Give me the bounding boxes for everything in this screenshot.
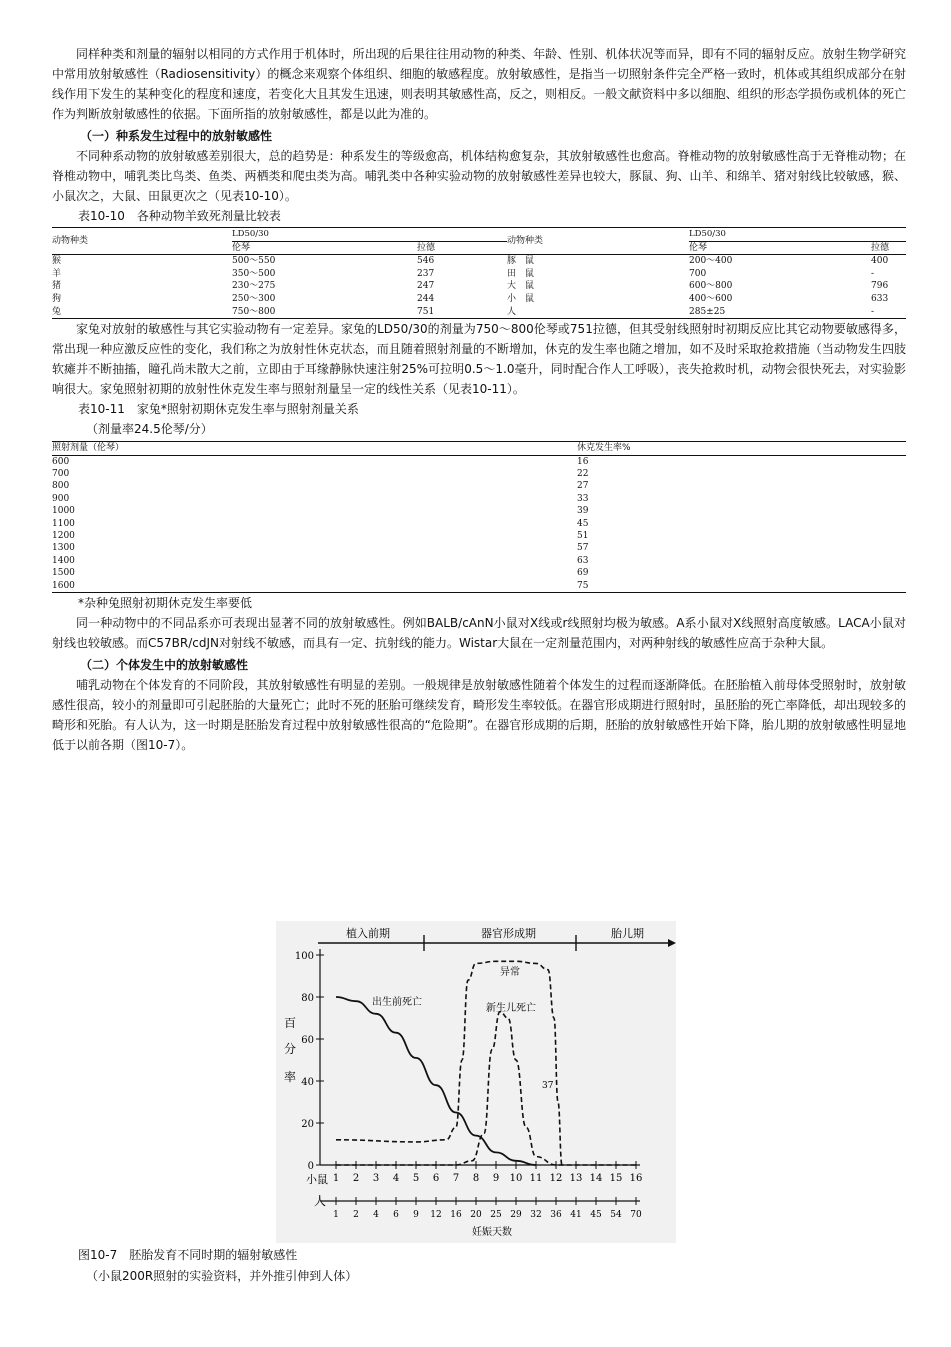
cell-dose: 700 (52, 468, 70, 479)
cell-roentgen: 350～500 (232, 268, 276, 279)
y-tick-label: 100 (294, 951, 314, 962)
figure-subcaption: （小鼠200R照射的实验资料，并外推引伸到人体） (86, 1269, 358, 1283)
cell-animal: 小 鼠 (507, 293, 535, 304)
x-tick-label-mouse: 5 (412, 1173, 420, 1184)
cell-roentgen: 285±25 (689, 306, 726, 317)
col-ld-right: LD50/30 (689, 228, 906, 242)
cell-animal: 猪 (52, 281, 62, 292)
x-tick-label-mouse: 8 (472, 1173, 480, 1184)
cell-roentgen: 750～800 (232, 306, 276, 317)
cell-animal: 狗 (52, 293, 62, 304)
stage-bar-arrow (668, 939, 676, 947)
x-tick-label-human: 16 (450, 1210, 462, 1220)
paragraph-ontogeny: 哺乳动物在个体发育的不同阶段，其放射敏感性有明显的差别。一般规律是放射敏感性随着个体发生的过程而逐渐降低。在胚胎植入前母体受照射时，放射敏感性很高，较小的剂量即可引起胚胎的大量死亡；此时不死的胚胎可继续发育，畸形发生率较低。在器官形成期进行照射时，虽胚胎的死亡率降低，却出现较多的畸形和死胎。有人认为，这一时期是胚胎发育过程中放射敏感性很高的“危险期”。在器官形成期的后期，胚胎的放射敏感性开始下降，胎儿期的放射敏感性明显地低于以前各期（图10-7）。 (52, 678, 906, 753)
y-tick-label: 20 (301, 1119, 314, 1130)
table2-subcaption: （剂量率24.5伦琴/分） (86, 422, 213, 437)
col-roentgen-left: 伦琴 (232, 241, 417, 255)
x-tick-label-human: 1 (333, 1210, 339, 1220)
col-roentgen-right: 伦琴 (689, 241, 871, 255)
x-ticks (333, 1161, 643, 1220)
x-tick-label-human: 12 (430, 1210, 442, 1220)
cell-animal: 田 鼠 (507, 268, 535, 279)
stage-label-organogenesis: 器官形成期 (481, 927, 536, 940)
table-row (52, 468, 906, 480)
x-tick-label-human: 29 (510, 1210, 522, 1220)
table-row (52, 518, 906, 530)
table-row (52, 542, 906, 554)
cell-rad: 633 (871, 293, 889, 304)
cell-rad: 400 (871, 256, 889, 267)
shock-rate-table (52, 441, 906, 593)
x-tick-label-mouse: 15 (609, 1173, 623, 1184)
chart-svg (276, 921, 676, 1243)
cell-rad: 247 (417, 281, 435, 292)
y-tick-label: 80 (301, 993, 314, 1004)
table-row (52, 493, 906, 505)
cell-rad: 244 (417, 293, 435, 304)
x-tick-label-mouse: 4 (392, 1173, 400, 1184)
y-tick-label: 0 (307, 1161, 314, 1172)
cell-animal: 大 鼠 (507, 281, 535, 292)
x-tick-label-mouse: 13 (569, 1173, 583, 1184)
x-tick-label-human: 25 (490, 1210, 502, 1220)
cell-rate: 63 (577, 555, 589, 566)
ld50-table (52, 227, 906, 319)
cell-animal: 猴 (52, 256, 62, 267)
cell-roentgen: 250～300 (232, 293, 276, 304)
x-tick-label-mouse: 9 (492, 1173, 500, 1184)
x-tick-label-human: 36 (550, 1210, 562, 1220)
x-tick-label-mouse: 14 (589, 1173, 603, 1184)
cell-dose: 1000 (52, 506, 75, 517)
x-tick-label-mouse: 11 (529, 1173, 543, 1184)
cell-rad: - (871, 306, 875, 317)
label-prenatal-death: 出生前死亡 (372, 997, 422, 1008)
cell-dose: 1500 (52, 568, 75, 579)
cell-dose: 900 (52, 493, 70, 504)
stage-label-preimplant: 植入前期 (346, 927, 390, 940)
cell-dose: 800 (52, 481, 70, 492)
x-tick-label-mouse: 3 (372, 1173, 380, 1184)
x-tick-label-human: 32 (530, 1210, 542, 1220)
x-tick-label-mouse: 6 (432, 1173, 440, 1184)
col-dose: 照射剂量（伦琴） (52, 442, 577, 455)
row-label-human: 人 (314, 1194, 327, 1208)
x-tick-label-mouse: 2 (352, 1173, 360, 1184)
cell-rad: 796 (871, 281, 889, 292)
table-row (52, 455, 906, 468)
row-label-mouse: 小鼠 (306, 1173, 328, 1186)
table-row (52, 255, 906, 268)
cell-dose: 1200 (52, 531, 75, 541)
cell-dose: 1600 (52, 580, 75, 591)
table-row (52, 280, 906, 293)
cell-dose: 600 (52, 456, 70, 467)
table-row (52, 306, 906, 319)
col-shock-rate: 休克发生率% (577, 442, 906, 455)
col-rad-right: 拉德 (871, 241, 906, 255)
col-ld-left: LD50/30 (232, 228, 507, 242)
cell-rate: 27 (577, 481, 589, 492)
label-peak-37: 37 (542, 1081, 554, 1091)
table-row (52, 505, 906, 517)
cell-dose: 1300 (52, 543, 75, 554)
x-tick-label-mouse: 12 (549, 1173, 563, 1184)
chart-series (336, 961, 636, 1165)
section-heading-ontogeny: （二）个体发生中的放射敏感性 (80, 658, 249, 673)
cell-animal: 羊 (52, 268, 62, 279)
paragraph-strains: 同一种动物中的不同品系亦可表现出显著不同的放射敏感性。例如BALB/cAnN小鼠对X线或r线照射均极为敏感。A系小鼠对X线照射高度敏感。LACA小鼠对射线也较敏感。而C57BR/cdJN对射线不敏感，而具有一定、抗射线的能力。Wistar大鼠在一定剂量范围内，对两种射线的敏感性应高于杂种大鼠。 (52, 616, 906, 651)
cell-rate: 69 (577, 568, 589, 579)
x-tick-label-human: 20 (470, 1210, 482, 1220)
x-tick-label-mouse: 10 (509, 1173, 523, 1184)
cell-roentgen: 400～600 (689, 293, 733, 304)
cell-roentgen: 230～275 (232, 281, 276, 292)
table-row (52, 580, 906, 593)
paragraph-phylogeny: 不同种系动物的放射敏感差别很大，总的趋势是：种系发生的等级愈高，机体结构愈复杂，其放射敏感性也愈高。脊椎动物的放射敏感性高于无脊椎动物；在脊椎动物中，哺乳类比鸟类、鱼类、两栖类和爬虫类为高。哺乳类中各种实验动物的放射敏感性差异也较大，豚鼠、狗、山羊、和绵羊、猪对射线比较敏感，猴、小鼠次之，大鼠、田鼠更次之（见表10-10）。 (52, 149, 906, 203)
table-row (52, 567, 906, 579)
cell-rate: 33 (577, 493, 589, 504)
cell-rad: 751 (417, 306, 435, 317)
x-tick-label-human: 70 (630, 1210, 642, 1220)
cell-roentgen: 200～400 (689, 256, 733, 267)
cell-rate: 57 (577, 543, 589, 554)
x-tick-label-mouse: 7 (452, 1173, 460, 1184)
series-abnormal (336, 961, 562, 1165)
cell-dose: 1400 (52, 555, 75, 566)
cell-rate: 45 (577, 518, 589, 529)
cell-animal: 兔 (52, 306, 62, 317)
paragraph-intro: 同样种类和剂量的辐射以相同的方式作用于机体时，所出现的后果往往用动物的种类、年龄、性别、机体状况等而异，即有不同的辐射反应。放射生物学研究中常用放射敏感性（Radiosensitivity）的概念来观察个体组织、细胞的敏感程度。放射敏感性，是指当一切照射条件完全严格一致时，机体或其组织成部分在射线作用下发生的某种变化的程度和速度，若变化大且其发生迅速，则表明其敏感性高，反之，则相反。一般文献资料中多以细胞、组织的形态学损伤或机体的死亡作为判断放射敏感性的依据。下面所指的放射敏感性，都是以此为准的。 (52, 47, 906, 121)
cell-animal: 人 (507, 306, 517, 317)
col-animal-left: 动物种类 (52, 228, 232, 255)
x-tick-label-human: 41 (570, 1210, 582, 1220)
cell-roentgen: 600～800 (689, 281, 733, 292)
x-tick-label-mouse: 16 (629, 1173, 643, 1184)
paragraph-rabbit: 家兔对放射的敏感性与其它实验动物有一定差异。家兔的LD50/30的剂量为750～800伦琴或751拉德，但其受射线照射时初期反应比其它动物要敏感得多，常出现一种应激反应性的变化，我们称之为放射性休克状态，而且随着照射剂量的不断增加，休克的发生率也随之增加，如不及时采取抢救措施（当动物发生四肢软瘫并不断抽搐，瞳孔尚未散大之前，立即由于耳缘静脉快速注射25%可拉明0.5～1.0毫升，同时配合作人工呼吸），丧失抢救时机，动物会很快死去，对实验影响很大。家兔照射初期的放射性休克发生率与照射剂量呈一定的线性关系（见表10-11）。 (52, 322, 906, 397)
chart-axes (320, 949, 640, 1201)
series-neonatal-death (336, 1012, 636, 1165)
label-abnormal: 异常 (500, 967, 520, 978)
cell-rate: 16 (577, 456, 589, 467)
table-row (52, 268, 906, 281)
section-heading-phylogeny: （一）种系发生过程中的放射敏感性 (80, 129, 273, 143)
cell-roentgen: 500～550 (232, 256, 276, 267)
table-row (52, 530, 906, 542)
y-tick-label: 40 (301, 1077, 314, 1088)
figure-caption: 图10-7 胚胎发育不同时期的辐射敏感性 (78, 1248, 298, 1262)
cell-rate: 39 (577, 506, 589, 517)
cell-rad: 237 (417, 268, 435, 279)
table-row (52, 555, 906, 567)
table-row (52, 293, 906, 306)
table-row (52, 480, 906, 492)
x-tick-label-human: 9 (413, 1210, 419, 1220)
cell-rate: 22 (577, 468, 589, 479)
cell-dose: 1100 (52, 518, 75, 529)
label-neonatal-death: 新生儿死亡 (486, 1003, 536, 1014)
col-animal-right: 动物种类 (507, 228, 689, 255)
x-tick-label-human: 2 (353, 1210, 359, 1220)
xlabel: 妊娠天数 (472, 1227, 512, 1238)
cell-rate: 75 (577, 580, 589, 591)
x-tick-label-human: 45 (590, 1210, 602, 1220)
cell-rad: - (871, 268, 875, 279)
ylabel-char-2: 分 (284, 1042, 297, 1056)
cell-roentgen: 700 (689, 268, 707, 279)
cell-rad: 546 (417, 256, 435, 267)
ylabel-char-1: 百 (284, 1016, 297, 1030)
figure-embryo-sensitivity (276, 921, 676, 1243)
ylabel-char-3: 率 (284, 1070, 297, 1084)
x-tick-label-human: 4 (373, 1210, 379, 1220)
col-rad-left: 拉德 (417, 241, 507, 255)
x-tick-label-human: 6 (393, 1210, 399, 1220)
cell-rate: 51 (577, 531, 589, 541)
x-tick-label-mouse: 1 (332, 1173, 340, 1184)
table2-footnote: *杂种兔照射初期休克发生率要低 (78, 596, 253, 611)
x-tick-label-human: 54 (610, 1210, 622, 1220)
table2-caption: 表10-11 家兔*照射初期休克发生率与照射剂量关系 (78, 402, 359, 417)
y-tick-label: 60 (301, 1035, 314, 1046)
table-caption: 表10-10 各种动物羊致死剂量比较表 (78, 209, 281, 223)
cell-animal: 豚 鼠 (507, 256, 535, 267)
stage-label-fetal: 胎儿期 (611, 927, 644, 940)
